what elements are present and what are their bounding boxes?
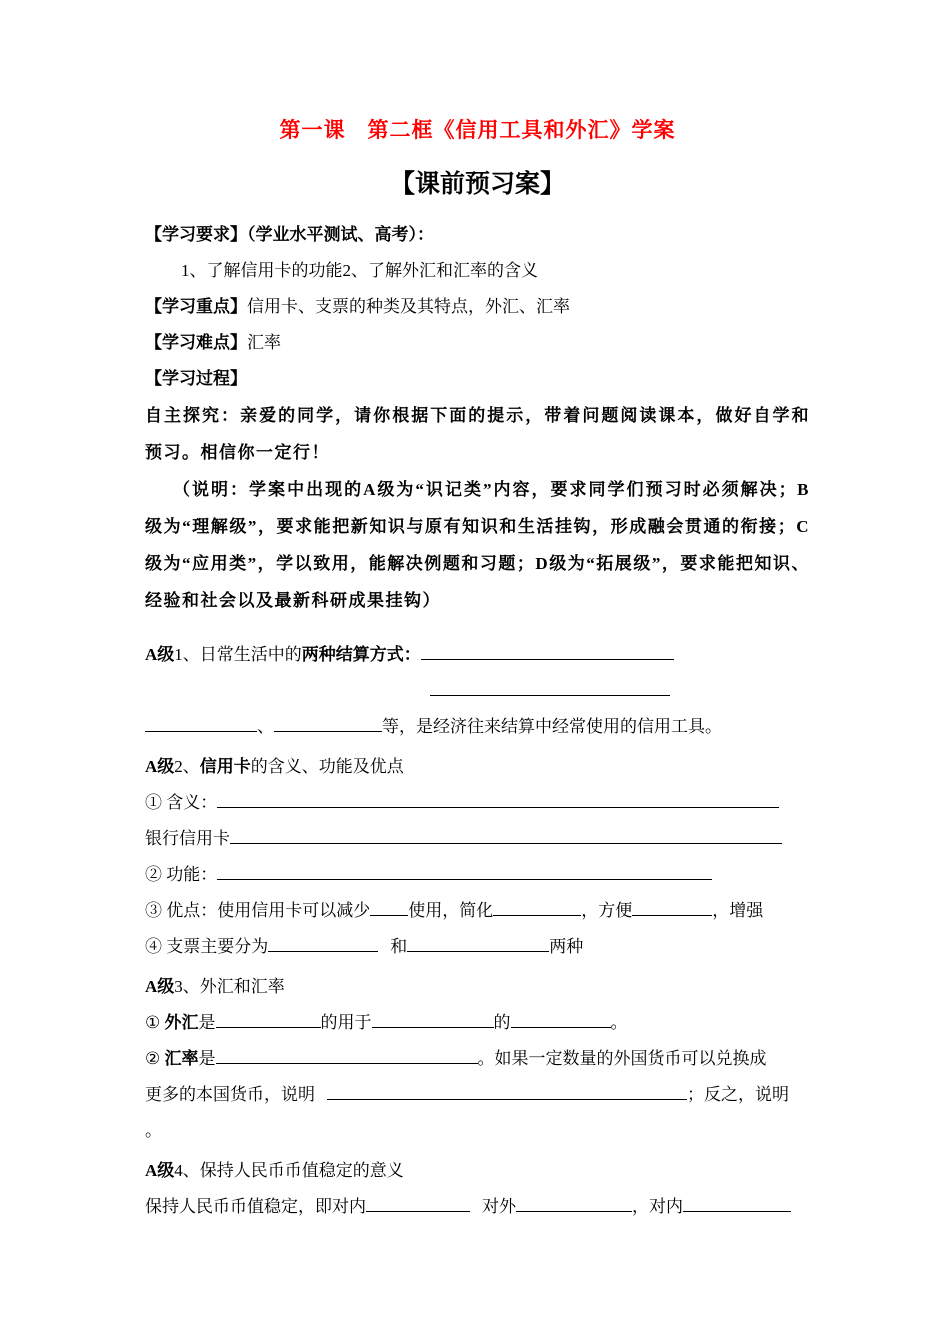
a3-fx-bold: 外汇 bbox=[164, 1013, 199, 1032]
blank-line bbox=[430, 680, 670, 696]
blank-line bbox=[327, 1084, 687, 1100]
page-title: 第一课 第二框《信用工具和外汇》学案 bbox=[279, 118, 676, 142]
requirements-line bbox=[145, 217, 810, 253]
a3-title-line bbox=[145, 969, 810, 1005]
difficulty-label: 【学习难点】 bbox=[145, 333, 247, 352]
requirements-item: 1、了解信用卡的功能2、了解外汇和汇率的含义 bbox=[181, 261, 538, 280]
a3-rate-m1: 。如果一定数量的外国货币可以兑换成 bbox=[477, 1049, 767, 1068]
blank-line bbox=[217, 792, 779, 808]
a2-function-line bbox=[145, 857, 810, 893]
a2-adv-m1: 使用，简化 bbox=[408, 901, 494, 920]
a3-rate-bold: 汇率 bbox=[164, 1049, 199, 1068]
note-paragraph: （说明：学案中出现的A级为“识记类”内容，要求同学们预习时必须解决；B级为“理解级”，要求能把新知识与原有知识和生活挂钩，形成融会贯通的衔接；C级为“应用类”，学以致用，能解决例题和习题；D级为“拓展级”，要求能把知识、经验和社会以及最新科研成果挂钩） bbox=[145, 480, 810, 610]
a4-title-text: 4、保持人民币币值稳定的意义 bbox=[174, 1161, 404, 1180]
blank-line bbox=[516, 1196, 632, 1212]
blank-line bbox=[421, 644, 674, 660]
a1-tail-text: 等，是经济往来结算中经常使用的信用工具。 bbox=[382, 717, 722, 736]
blank-line bbox=[216, 1012, 321, 1028]
a2-adv-end: ，增强 bbox=[712, 901, 764, 920]
a2-title-line bbox=[145, 749, 810, 785]
a3-rate-num: ② bbox=[145, 1049, 165, 1068]
a3-rate-line-2 bbox=[145, 1077, 810, 1113]
requirements-suffix: （学业水平测试、高考）： bbox=[247, 225, 434, 244]
a3-fx-num: ① bbox=[145, 1013, 165, 1032]
a3-forex-line bbox=[145, 1005, 810, 1041]
a2-meaning-line bbox=[145, 785, 810, 821]
a3-rate-line-1 bbox=[145, 1041, 810, 1077]
blank-line bbox=[372, 1012, 494, 1028]
focus-line bbox=[145, 289, 810, 325]
a3-title-text: 3、外汇和汇率 bbox=[174, 977, 285, 996]
a2-rest-text: 的含义、功能及优点 bbox=[250, 757, 404, 776]
blank-line bbox=[145, 716, 257, 732]
difficulty-text: 汇率 bbox=[247, 333, 281, 352]
blank-line bbox=[268, 936, 378, 952]
requirements-label: 【学习要求】 bbox=[145, 225, 247, 244]
a2-cheque-mid: 和 bbox=[390, 937, 408, 956]
a4-m1: 对外 bbox=[482, 1197, 516, 1216]
a3-fx-m2: 的 bbox=[493, 1013, 511, 1032]
a3-rate-is: 是 bbox=[198, 1049, 216, 1068]
a3-fx-m1: 的用于 bbox=[320, 1013, 372, 1032]
blank-line bbox=[683, 1196, 791, 1212]
a2-cheque-pre: ④ 支票主要分为 bbox=[145, 937, 269, 956]
a1-text: 1、日常生活中的 bbox=[174, 645, 302, 664]
blank-line bbox=[511, 1012, 611, 1028]
blank-line bbox=[493, 900, 581, 916]
a1-tools-line bbox=[145, 709, 810, 745]
a2-cheque-end: 两种 bbox=[549, 937, 584, 956]
a-level-label: A级 bbox=[145, 1161, 175, 1180]
a4-stability-line bbox=[145, 1189, 810, 1225]
a2-bankcard-line bbox=[145, 821, 810, 857]
a-level-label: A级 bbox=[145, 757, 175, 776]
focus-label: 【学习重点】 bbox=[145, 297, 247, 316]
a2-advantage-line bbox=[145, 893, 810, 929]
a1-line bbox=[145, 637, 810, 673]
a1-dun: 、 bbox=[257, 717, 274, 736]
a2-cheque-line bbox=[145, 929, 810, 965]
blank-line bbox=[274, 716, 382, 732]
blank-line bbox=[216, 1048, 478, 1064]
a-level-label: A级 bbox=[145, 645, 175, 664]
blank-line bbox=[407, 936, 549, 952]
a3-fx-is: 是 bbox=[198, 1013, 216, 1032]
blank-line bbox=[370, 900, 408, 916]
a4-title-line bbox=[145, 1153, 810, 1189]
a2-bold-text: 信用卡 bbox=[199, 757, 251, 776]
a3-rate-l2-pre: 更多的本国货币，说明 bbox=[145, 1085, 315, 1104]
section-header: 【课前预习案】 bbox=[389, 171, 565, 198]
blank-line bbox=[632, 900, 712, 916]
a2-adv-pre: ③ 优点：使用信用卡可以减少 bbox=[145, 901, 371, 920]
a3-fx-end: 。 bbox=[610, 1013, 628, 1032]
a2-meaning-label: ① 含义： bbox=[145, 793, 218, 812]
blank-line bbox=[217, 864, 712, 880]
process-label: 【学习过程】 bbox=[145, 369, 247, 388]
a2-num: 2、 bbox=[174, 757, 200, 776]
a4-m2: ，对内 bbox=[632, 1197, 683, 1216]
a2-bankcard-label: 银行信用卡 bbox=[145, 829, 230, 848]
difficulty-line bbox=[145, 325, 810, 361]
blank-line bbox=[366, 1196, 470, 1212]
a2-adv-m2: ，方便 bbox=[581, 901, 633, 920]
focus-text: 信用卡、支票的种类及其特点，外汇、汇率 bbox=[247, 297, 570, 316]
a1-bold-text: 两种结算方式： bbox=[301, 645, 421, 664]
blank-line bbox=[230, 828, 782, 844]
a2-function-label: ② 功能： bbox=[145, 865, 218, 884]
a-level-label: A级 bbox=[145, 977, 175, 996]
a4-pre: 保持人民币币值稳定，即对内 bbox=[145, 1197, 366, 1216]
process-line bbox=[145, 361, 810, 397]
a3-rate-l2-end: ；反之，说明 bbox=[687, 1085, 789, 1104]
a3-rate-line-3: 。 bbox=[145, 1121, 162, 1140]
a1-blank-line bbox=[145, 673, 810, 709]
explore-paragraph: 自主探究：亲爱的同学，请你根据下面的提示，带着问题阅读课本，做好自学和预习。相信你一定行！ bbox=[145, 406, 810, 462]
